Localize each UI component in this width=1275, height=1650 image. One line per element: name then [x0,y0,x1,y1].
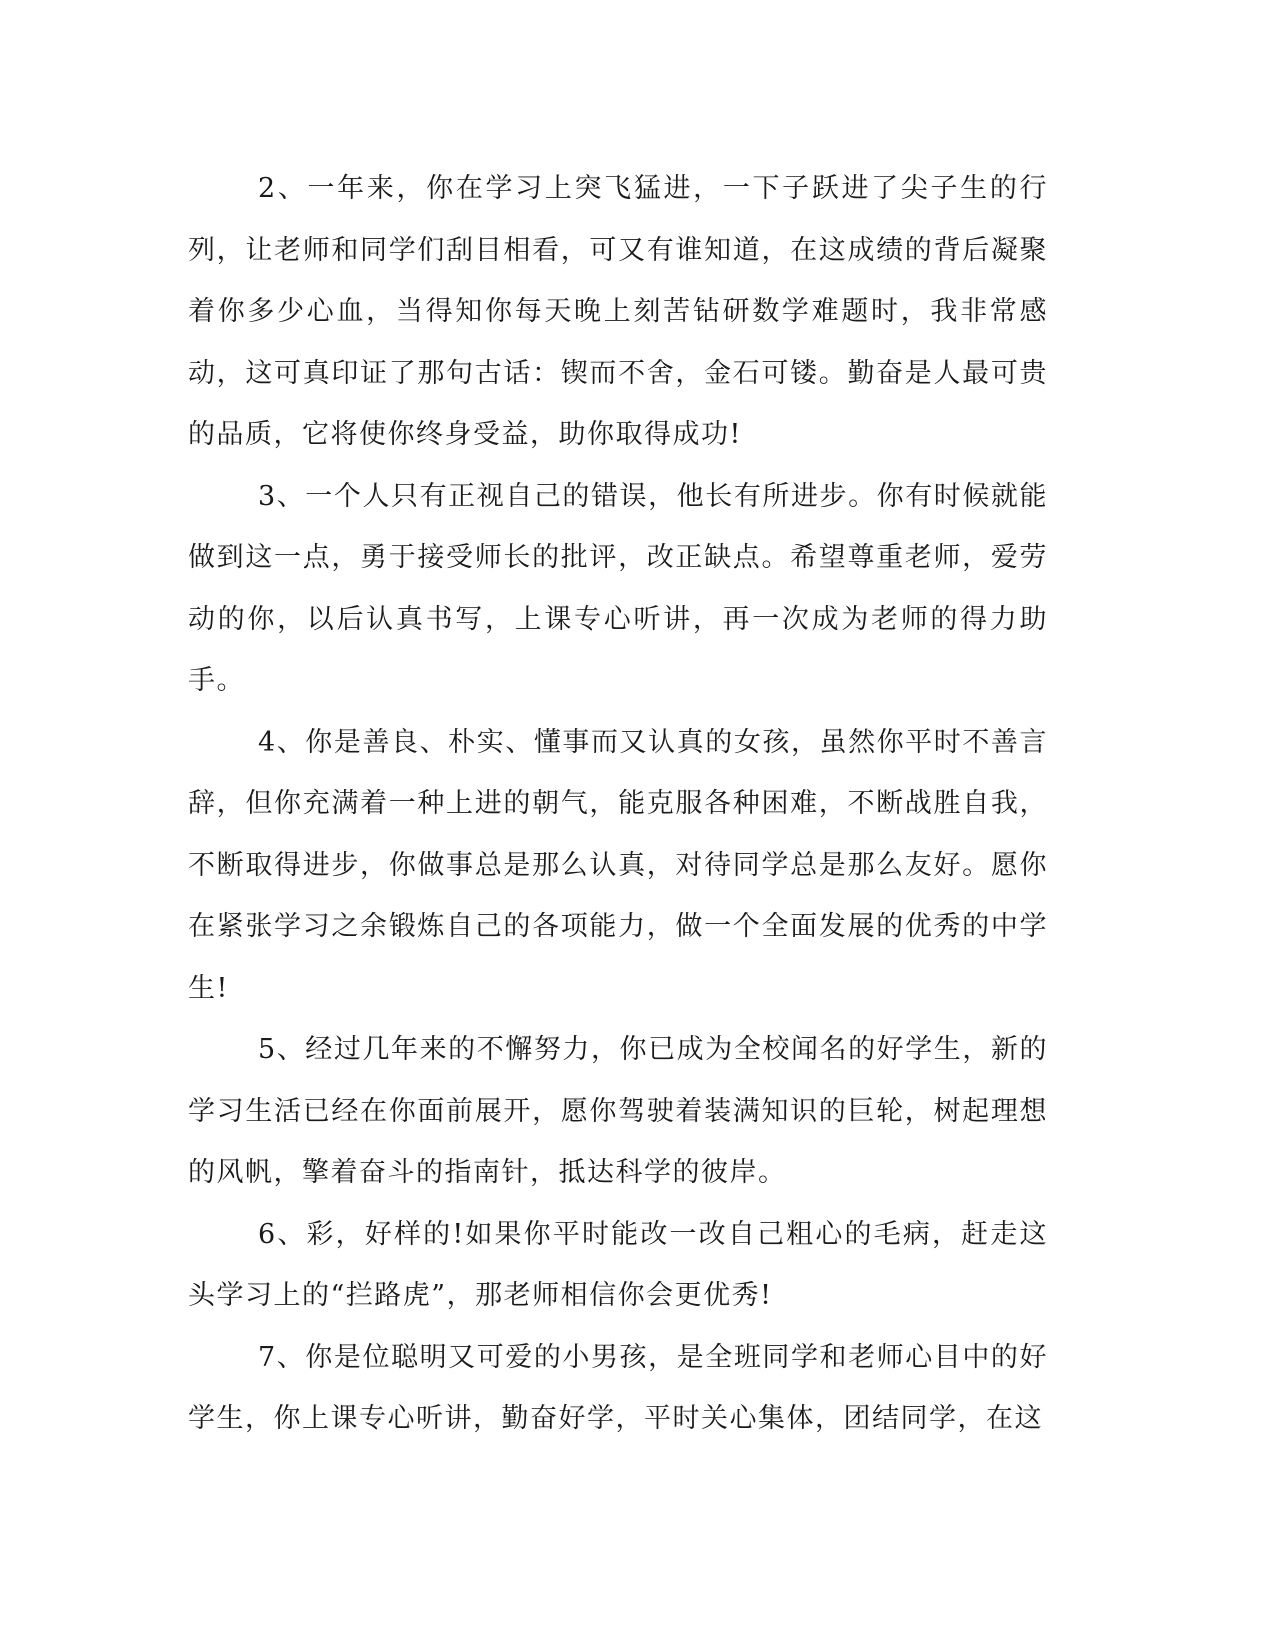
comment-paragraph-5: 5、经过几年来的不懈努力，你已成为全校闻名的好学生，新的学习生活已经在你面前展开，愿你驾驶着装满知识的巨轮，树起理想的风帆，擎着奋斗的指南针，抵达科学的彼岸。 [188,1034,1048,1188]
comment-paragraph-3: 3、一个人只有正视自己的错误，他长有所进步。你有时候就能做到这一点，勇于接受师长的批评，改正缺点。希望尊重老师，爱劳动的你，以后认真书写，上课专心听讲，再一次成为老师的得力助手。 [188,480,1048,696]
comment-paragraph-6: 6、彩，好样的!如果你平时能改一改自己粗心的毛病，赶走这头学习上的“拦路虎”，那老师相信你会更优秀! [188,1218,1048,1311]
comment-paragraph-2: 2、一年来，你在学习上突飞猛进，一下子跃进了尖子生的行列，让老师和同学们刮目相看，可又有谁知道，在这成绩的背后凝聚着你多少心血，当得知你每天晚上刻苦钻研数学难题时，我非常感动，这可真印证了那句古话：锲而不舍，金石可镂。勤奋是人最可贵的品质，它将使你终身受益，助你取得成功! [188,173,1048,450]
comment-paragraph-7: 7、你是位聪明又可爱的小男孩，是全班同学和老师心目中的好学生，你上课专心听讲，勤奋好学，平时关心集体，团结同学，在这 [188,1341,1048,1434]
comment-paragraph-4: 4、你是善良、朴实、懂事而又认真的女孩，虽然你平时不善言辞，但你充满着一种上进的朝气，能克服各种困难，不断战胜自我，不断取得进步，你做事总是那么认真，对待同学总是那么友好。愿你在紧张学习之余锻炼自己的各项能力，做一个全面发展的优秀的中学生! [188,726,1048,1004]
document-body [188,158,1048,1450]
